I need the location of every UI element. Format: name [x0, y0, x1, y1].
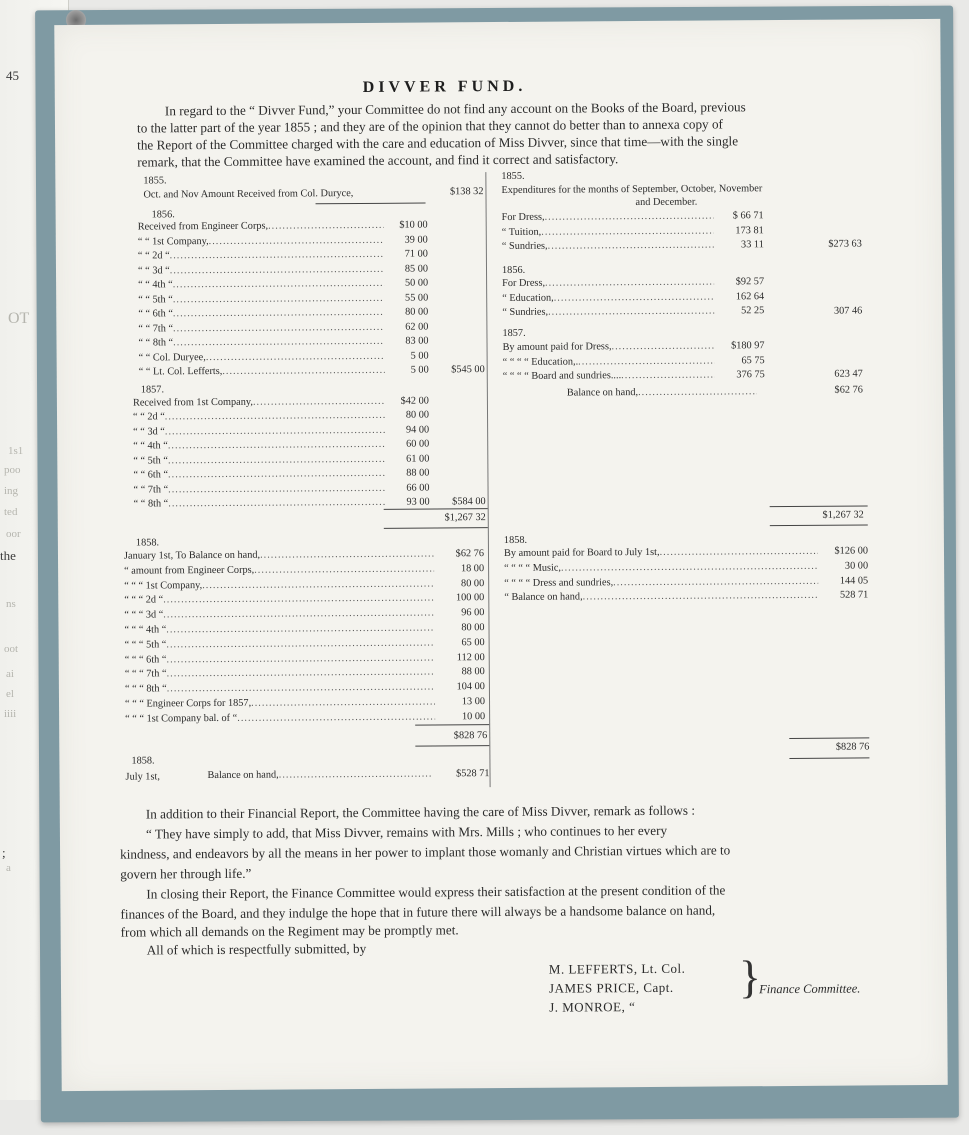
- ledger-amount: 5 00: [410, 350, 429, 362]
- intro-line: the Report of the Committee charged with the care and education of Miss Divver, since that time—with the single: [137, 133, 739, 153]
- ledger-label: By amount paid for Dress,: [502, 341, 612, 353]
- ledger-amount: 80 00: [460, 577, 485, 589]
- ledger-label: “ “ 7th “: [133, 483, 169, 496]
- ledger-amount: 55 00: [404, 292, 429, 304]
- page-title: DIVVER FUND.: [362, 77, 527, 96]
- total-rule: [770, 524, 868, 526]
- edge-text: el: [6, 688, 14, 700]
- ledger-line: [124, 578, 484, 592]
- ledger-line: [133, 467, 429, 480]
- ledger-label: “ “ 5th “: [138, 293, 173, 306]
- ledger-label: “ amount from Engineer Corps,: [124, 564, 255, 577]
- ledger-label: January 1st, To Balance on hand,: [123, 549, 261, 562]
- ledger-line: [125, 711, 485, 725]
- ledger-label: Balance on hand,: [207, 769, 279, 782]
- ledger-amount: 96 00: [461, 607, 485, 619]
- ledger-line: [503, 340, 765, 353]
- ledger-line: [502, 210, 764, 223]
- ledger-line: [138, 249, 428, 262]
- edge-text: ted: [4, 506, 18, 518]
- total-rule: [415, 745, 489, 747]
- subtotal: $545 00: [451, 364, 485, 376]
- ledger-amount: 13 00: [461, 696, 486, 708]
- ledger-amount: 80 00: [461, 622, 485, 634]
- ledger-line: [138, 220, 428, 233]
- ledger-line: [138, 321, 428, 334]
- ledger-label: Received from Engineer Corps,: [137, 220, 269, 233]
- ledger-line: [504, 575, 868, 589]
- expenditure-heading: Expenditures for the months of September, October, November: [501, 183, 763, 196]
- ledger-label: “ “ 2d “: [137, 250, 170, 262]
- ledger-amount: 50 00: [404, 277, 429, 289]
- ledger-line: [139, 365, 429, 378]
- ledger-label: “ “ “ “ Education,.: [502, 355, 579, 368]
- ledger-line: [124, 607, 484, 621]
- ledger-amount: 144 05: [839, 575, 869, 587]
- ledger-line: [133, 453, 429, 466]
- grand-total: $1,267 32: [444, 512, 486, 524]
- ledger-amount: $180 97: [731, 340, 765, 352]
- ledger-amount: 5 00: [410, 364, 429, 376]
- ledger-label: “ “ 7th “: [138, 322, 174, 335]
- year-label: 1856.: [501, 264, 526, 276]
- ledger-line: [504, 545, 868, 559]
- closing-line: All of which is respectfully submitted, by: [146, 940, 367, 958]
- edge-text: ing: [4, 485, 19, 497]
- year-label: 1858.: [131, 755, 155, 767]
- ledger-label: By amount paid for Board to July 1st,: [503, 546, 660, 559]
- ledger-line: [138, 278, 428, 291]
- edge-text: OT: [8, 310, 30, 327]
- ledger-amount: $10 00: [399, 219, 428, 231]
- ledger-amount: 83 00: [405, 335, 429, 347]
- ledger-label: “ Sundries,: [501, 240, 548, 252]
- ledger-amount: 88 00: [461, 666, 485, 678]
- brace-icon: }: [738, 951, 762, 1003]
- ledger-amount: 104 00: [456, 681, 485, 693]
- ledger-amount: 528 71: [839, 589, 869, 602]
- ledger-label: “ “ 2d “: [132, 411, 165, 423]
- subtotal: 307 46: [833, 305, 863, 317]
- intro-line: In regard to the “ Divver Fund,” your Committee do not find any account on the Books of the Board, previous: [164, 99, 746, 119]
- ledger-line: [124, 593, 484, 607]
- ledger-line: [502, 225, 764, 238]
- ledger-line: [134, 496, 430, 509]
- year-label: 1858.: [503, 534, 528, 546]
- ledger-line: [503, 355, 765, 368]
- column-divider: [485, 172, 490, 787]
- ledger-label: Balance on hand,: [566, 387, 639, 399]
- year-label: 1855.: [143, 175, 167, 187]
- ledger-amount: 61 00: [406, 452, 430, 465]
- signature-line: JAMES PRICE, Capt.: [548, 979, 674, 996]
- ledger-amount: $126 00: [834, 545, 869, 557]
- ledger-label: “ “ Col. Duryee,: [138, 351, 206, 364]
- ledger-label: “ “ 8th “: [138, 337, 174, 349]
- ledger-label: “ “ 6th “: [138, 308, 173, 320]
- ledger-amount: $62 76: [455, 548, 485, 560]
- ledger-amount: 66 00: [406, 481, 430, 494]
- edge-text: iiii: [4, 708, 17, 720]
- ledger-label: “ Sundries,: [502, 306, 549, 318]
- ledger-label: “ “ 1st Company,: [137, 235, 209, 248]
- ledger-line: [139, 350, 429, 363]
- ledger-label: “ “ “ “ Board and sundries....: [502, 370, 622, 382]
- ledger-label: Received from 1st Company,: [132, 396, 253, 409]
- edge-text: ;: [2, 845, 6, 860]
- ledger-label: “ “ “ 2d “: [124, 594, 164, 607]
- balance-amount: $62 76: [834, 384, 863, 396]
- document-page: [54, 19, 947, 1091]
- ledger-amount: 80 00: [405, 409, 430, 421]
- subtotal: $828 76: [453, 730, 488, 742]
- signature-line: M. LEFFERTS, Lt. Col.: [548, 960, 686, 977]
- ledger-line: [133, 424, 429, 437]
- ledger-line: [124, 548, 484, 562]
- ledger-line: [504, 590, 868, 604]
- ledger-line: [124, 563, 484, 577]
- intro-line: to the latter part of the year 1855 ; and they are of the opinion that they cannot do better than to annexa copy of: [136, 116, 723, 136]
- ledger-amount: 30 00: [844, 560, 869, 572]
- ledger-amount: 65 75: [741, 354, 765, 366]
- edge-text: oor: [6, 528, 21, 540]
- ledger-label: “ Education,: [502, 292, 554, 304]
- ledger-line: [125, 637, 485, 651]
- ledger-amount: 94 00: [405, 423, 430, 436]
- ledger-label: For Dress,: [502, 277, 546, 289]
- ledger-amount: $138 32: [449, 186, 484, 198]
- ledger-label: “ Tuition,: [501, 226, 542, 238]
- ledger-amount: 18 00: [460, 562, 485, 575]
- ledger-line: [502, 239, 764, 252]
- closing-line: In addition to their Financial Report, the Committee having the care of Miss Divver, remark as follows :: [145, 802, 696, 822]
- ledger-line: [138, 234, 428, 247]
- ledger-label: “ “ 8th “: [133, 498, 169, 510]
- ledger-label: “ “ 5th “: [133, 454, 168, 467]
- underline: [316, 203, 426, 205]
- ledger-label: “ “ “ 1st Company,: [124, 579, 203, 592]
- ledger-line: [138, 263, 428, 276]
- ledger-amount: 65 00: [461, 636, 485, 649]
- ledger-amount: 80 00: [405, 306, 429, 318]
- edge-text: 1s1: [8, 445, 24, 457]
- ledger-amount: 10 00: [461, 710, 486, 723]
- subtotal: 623 47: [834, 368, 863, 380]
- ledger-amount: 88 00: [406, 467, 430, 479]
- ledger-line: [567, 386, 757, 398]
- year-label: 1855.: [501, 170, 525, 182]
- intro-line: remark, that the Committee have examined the account, and find it correct and satisfactory.: [137, 151, 619, 170]
- ledger-amount: 173 81: [735, 224, 764, 236]
- ledger-amount: 52 25: [741, 305, 765, 317]
- year-label: 1857.: [502, 327, 526, 339]
- date-label: July 1st,: [125, 771, 160, 783]
- ledger-label: “ “ 3d “: [133, 425, 165, 438]
- ledger-amount: 85 00: [404, 263, 429, 275]
- closing-line: In closing their Report, the Finance Committee would express their satisfaction at the present condition of the: [146, 882, 726, 902]
- ledger-amount: $42 00: [400, 394, 429, 407]
- total-rule: [384, 508, 488, 510]
- ledger-amount: 39 00: [404, 234, 428, 246]
- ledger-label: “ “ 6th “: [133, 469, 169, 481]
- ledger-label: “ “ “ 1st Company bal. of “: [125, 712, 238, 725]
- ledger-label: “ Balance on hand,: [504, 591, 583, 604]
- ledger-label: “ “ “ 7th “: [124, 668, 167, 681]
- subtotal: $273 63: [828, 238, 862, 250]
- edge-text: 45: [6, 68, 19, 83]
- ledger-line: [138, 307, 428, 320]
- closing-line: from which all demands on the Regiment may be promptly met.: [120, 922, 459, 940]
- ledger-label: “ “ 3d “: [137, 264, 170, 277]
- grand-total: $1,267 32: [822, 509, 864, 521]
- ledger-line: [138, 336, 428, 349]
- ledger-label: For Dress,: [501, 211, 545, 223]
- year-label: 1856.: [151, 209, 175, 221]
- year-label: 1858.: [135, 537, 160, 549]
- ledger-amount: 100 00: [455, 592, 485, 604]
- ledger-amount: 33 11: [741, 239, 764, 251]
- ledger-label: “ “ “ 5th “: [124, 639, 167, 651]
- ledger-line: [502, 291, 764, 304]
- ledger-label: “ “ “ Engineer Corps for 1857,: [124, 697, 252, 710]
- ledger-line: [504, 560, 868, 574]
- edge-text: oot: [4, 643, 19, 655]
- edge-text: ns: [6, 598, 16, 610]
- signature-line: J. MONROE, “: [549, 999, 636, 1015]
- total-rule: [789, 737, 869, 739]
- total-rule: [789, 757, 869, 759]
- ledger-amount: $ 66 71: [732, 210, 764, 222]
- edge-text: the: [0, 548, 16, 563]
- ledger-line: [124, 622, 484, 636]
- subtotal: $584 00: [452, 496, 486, 508]
- ledger-amount: 162 64: [735, 290, 765, 302]
- total-rule: [770, 505, 868, 507]
- ledger-line: [207, 768, 489, 781]
- expenditure-heading: and December.: [635, 196, 698, 209]
- ledger-label: “ “ “ 4th “: [124, 624, 167, 636]
- ledger-label: “ “ 4th “: [138, 279, 173, 291]
- total-rule: [415, 724, 489, 726]
- ledger-amount: 93 00: [406, 496, 430, 508]
- total-rule: [384, 527, 488, 529]
- ledger-amount: 376 75: [736, 369, 765, 381]
- ledger-amount: $528 71: [456, 768, 490, 780]
- edge-text: ai: [6, 668, 14, 680]
- closing-line: kindness, and endeavors by all the means in her power to implant those womanly and Christian virtues which are to: [120, 842, 731, 862]
- closing-line: finances of the Board, and they indulge the hope that in future there will always be a handsome balance on hand,: [120, 902, 716, 922]
- ledger-label: “ “ “ “ Music,: [504, 562, 562, 574]
- closing-line: govern her through life.”: [120, 865, 252, 882]
- ledger-line: [133, 438, 429, 451]
- ledger-line: [125, 652, 485, 666]
- subtotal: $828 76: [835, 741, 870, 753]
- year-label: 1857.: [140, 383, 165, 396]
- ledger-line: [125, 681, 485, 695]
- ledger-amount: 62 00: [405, 321, 429, 333]
- ledger-amount: 60 00: [406, 438, 430, 450]
- ledger-line: [133, 482, 429, 495]
- ledger-label: “ “ 4th “: [133, 440, 168, 452]
- ledger-line: [125, 667, 485, 681]
- ledger-line: [502, 276, 764, 289]
- edge-text: a: [6, 862, 11, 874]
- ledger-label: Oct. and Nov Amount Received from Col. Duryce,: [143, 188, 354, 201]
- ledger-amount: 71 00: [404, 248, 428, 260]
- ledger-label: “ “ “ “ Dress and sundries,: [504, 576, 614, 589]
- ledger-label: “ “ “ 8th “: [124, 683, 167, 695]
- ledger-line: [133, 409, 429, 422]
- ledger-line: [502, 305, 764, 318]
- ledger-label: “ “ “ 3d “: [124, 609, 164, 621]
- ledger-line: [125, 696, 485, 710]
- edge-text: poo: [4, 464, 21, 476]
- ledger-label: “ “ Lt. Col. Lefferts,: [138, 365, 223, 378]
- ledger-amount: $92 57: [735, 276, 765, 288]
- ledger-line: [133, 395, 429, 408]
- ledger-amount: 112 00: [456, 651, 485, 663]
- closing-line: “ They have simply to add, that Miss Divver, remains with Mrs. Mills ; who continues to her every: [145, 822, 668, 842]
- committee-label: Finance Committee.: [758, 981, 861, 997]
- ledger-label: “ “ “ 6th “: [124, 653, 167, 666]
- ledger-line: [138, 292, 428, 305]
- ledger-line: [503, 369, 765, 382]
